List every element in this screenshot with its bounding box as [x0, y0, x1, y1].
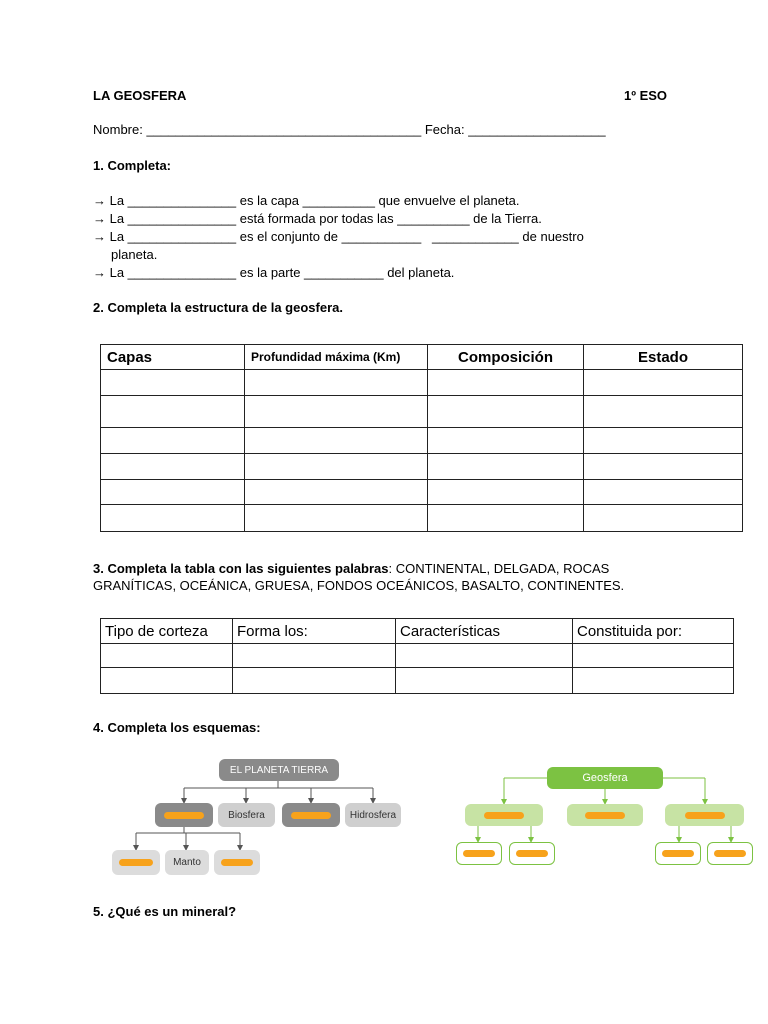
scheme2-blank-3[interactable]	[665, 804, 744, 826]
section1-title: 1. Completa:	[93, 158, 172, 173]
blank-bar	[585, 812, 625, 819]
blank-bar	[484, 812, 524, 819]
name-blank: ______________________________________	[146, 122, 422, 137]
section1-line-4: planeta.	[93, 247, 158, 262]
scheme1-biosfera: Biosfera	[218, 803, 275, 827]
scheme1-blank-2[interactable]	[282, 803, 340, 827]
page-title: LA GEOSFERA	[93, 88, 187, 103]
header-estado: Estado	[584, 345, 743, 370]
section1-line-3: → La _______________ es el conjunto de ___________ ____________ de nuestro	[93, 229, 584, 244]
section4-title: 4. Completa los esquemas:	[93, 720, 261, 735]
header-profundidad: Profundidad máxima (Km)	[245, 345, 428, 370]
scheme2-blank-5[interactable]	[509, 842, 555, 865]
blank-bar	[119, 859, 153, 866]
header-constituida-por: Constituida por:	[573, 619, 734, 644]
section3-word-list-2: GRANÍTICAS, OCEÁNICA, GRUESA, FONDOS OCEÁNICOS, BASALTO, CONTINENTES.	[93, 578, 625, 593]
section3-title-bold: 3. Completa la tabla con las siguientes palabras	[93, 561, 389, 576]
section3-word-list: : CONTINENTAL, DELGADA, ROCAS	[388, 561, 610, 576]
section2-title: 2. Completa la estructura de la geosfera.	[93, 300, 343, 315]
scheme1-blank-3[interactable]	[112, 850, 160, 875]
scheme2-root-geosfera: Geosfera	[547, 767, 663, 789]
scheme2-blank-1[interactable]	[465, 804, 543, 826]
scheme1-blank-4[interactable]	[214, 850, 260, 875]
blank-bar	[463, 850, 495, 857]
header-composicion: Composición	[428, 345, 584, 370]
header-capas: Capas	[101, 345, 245, 370]
blank-bar	[714, 850, 746, 857]
scheme2-blank-4[interactable]	[456, 842, 502, 865]
scheme1-root-planeta-tierra: EL PLANETA TIERRA	[219, 759, 339, 781]
name-label: Nombre:	[93, 122, 143, 137]
scheme2-blank-7[interactable]	[707, 842, 753, 865]
blank-bar	[164, 812, 204, 819]
header-forma-los: Forma los:	[233, 619, 396, 644]
blank-bar	[291, 812, 331, 819]
course-label: 1º ESO	[624, 88, 668, 103]
scheme1-blank-1[interactable]	[155, 803, 213, 827]
section5-title: 5. ¿Qué es un mineral?	[93, 904, 237, 919]
blank-bar	[685, 812, 725, 819]
header-tipo-corteza: Tipo de corteza	[101, 619, 233, 644]
section1-line-2: → La _______________ está formada por todas las __________ de la Tierra.	[93, 211, 542, 226]
scheme1-manto: Manto	[165, 850, 209, 875]
date-blank: ___________________	[468, 122, 606, 137]
scheme2-blank-2[interactable]	[567, 804, 643, 826]
date-label: Fecha:	[424, 122, 465, 137]
blank-bar	[662, 850, 694, 857]
section1-line-5: → La _______________ es la parte ___________ del planeta.	[93, 265, 455, 280]
blank-bar	[516, 850, 548, 857]
blank-bar	[221, 859, 253, 866]
header-caracteristicas: Características	[396, 619, 573, 644]
scheme1-hidrosfera: Hidrosfera	[345, 803, 401, 827]
scheme2-blank-6[interactable]	[655, 842, 701, 865]
section1-line-1: → La _______________ es la capa __________ que envuelve el planeta.	[93, 193, 520, 208]
